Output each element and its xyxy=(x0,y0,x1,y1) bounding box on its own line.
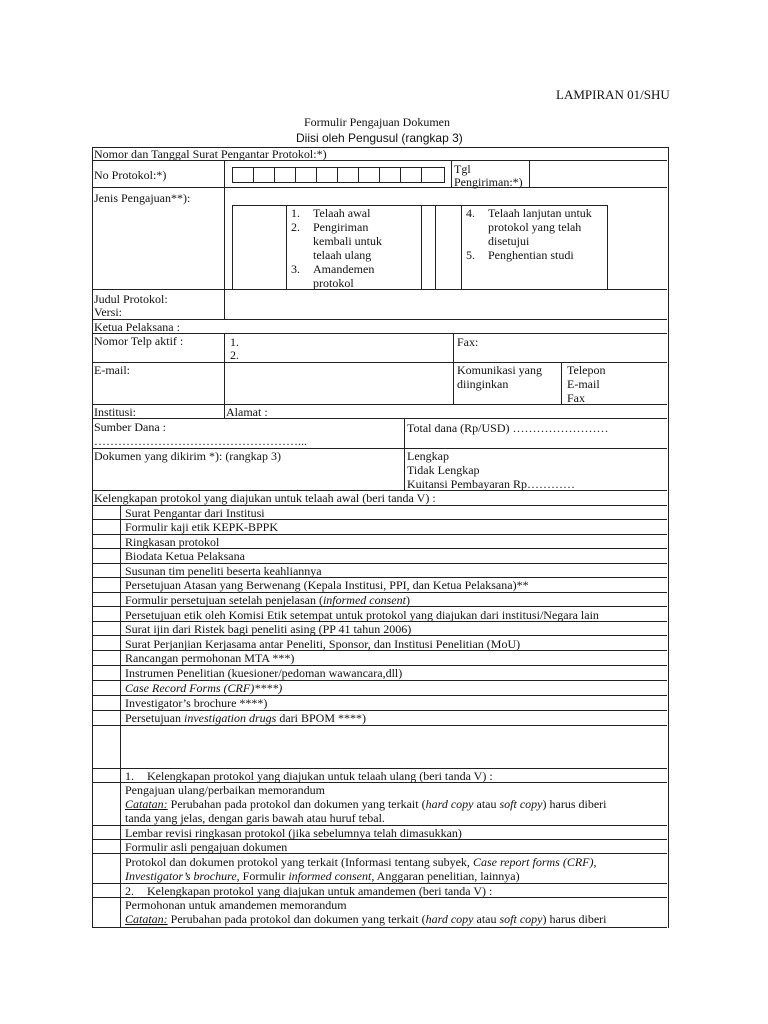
checklist-item[interactable]: Persetujuan Atasan yang Berwenang (Kepala Institusi, PPI, dan Ketua Pelaksana)** xyxy=(125,578,529,592)
form-subtitle: Diisi oleh Pengusul (rangkap 3) xyxy=(296,131,463,145)
telaah-ulang-item-1[interactable]: Pengajuan ulang/perbaikan memorandum xyxy=(125,783,325,797)
checklist-item[interactable]: Instrumen Penelitian (kuesioner/pedoman wawancara,dll) xyxy=(125,666,403,680)
nomor-tanggal-label: Nomor dan Tanggal Surat Pengantar Protokol:*) xyxy=(94,147,327,161)
amandemen-item-1[interactable]: Permohonan untuk amandemen memorandum xyxy=(125,898,347,912)
amandemen-heading: 2. Kelengkapan protokol yang diajukan untuk amandemen (beri tanda V) : xyxy=(125,884,493,898)
jenis-option-2[interactable]: 2. Pengiriman xyxy=(291,220,369,234)
checklist-item[interactable]: Persetujuan investigation drugs dari BPOM ****) xyxy=(125,711,367,725)
komunikasi-fax[interactable]: Fax xyxy=(567,391,585,405)
checklist-item[interactable]: Formulir kaji etik KEPK-BPPK xyxy=(125,520,279,534)
ketua-pelaksana-label: Ketua Pelaksana : xyxy=(94,320,180,334)
fax-label: Fax: xyxy=(457,335,479,349)
alamat-label: Alamat : xyxy=(226,405,268,419)
dokumen-dikirim-label: Dokumen yang dikirim *): (rangkap 3) xyxy=(94,449,281,463)
telp-label: Nomor Telp aktif : xyxy=(94,334,184,348)
dokumen-lengkap[interactable]: Lengkap xyxy=(407,449,449,463)
telp-2[interactable]: 2. xyxy=(230,348,239,362)
komunikasi-telepon[interactable]: Telepon xyxy=(567,363,606,377)
komunikasi-email[interactable]: E-mail xyxy=(567,377,600,391)
checklist-item[interactable]: Surat Pengantar dari Institusi xyxy=(125,506,265,520)
no-protokol-label: No Protokol:*) xyxy=(94,168,167,182)
jenis-option-5[interactable]: 5. Penghentian studi xyxy=(466,248,574,262)
jenis-pengajuan-label: Jenis Pengajuan**): xyxy=(94,191,191,205)
jenis-option-4-line-3: disetujui xyxy=(488,234,530,248)
sumber-dana-label: Sumber Dana : xyxy=(94,420,166,434)
sumber-dana-dots: ……………………………………………... xyxy=(94,434,307,448)
amandemen-item-1-note: Catatan: Perubahan pada protokol dan dokumen yang terkait (hard copy atau soft copy) harus diberi xyxy=(125,912,607,926)
checklist-item[interactable]: Surat ijin dari Ristek bagi peneliti asing (PP 41 tahun 2006) xyxy=(125,622,412,636)
email-label: E-mail: xyxy=(94,363,130,377)
jenis-option-2-line-3: telaah ulang xyxy=(313,248,372,262)
no-protokol-boxes[interactable] xyxy=(232,167,445,183)
dokumen-tidak-lengkap[interactable]: Tidak Lengkap xyxy=(407,463,480,477)
form-title: Formulir Pengajuan Dokumen xyxy=(304,115,450,129)
tgl-pengiriman-label-2: Pengiriman:*) xyxy=(454,175,523,189)
versi-label: Versi: xyxy=(94,305,122,319)
tgl-pengiriman-label: Tgl xyxy=(454,162,471,176)
checklist-item[interactable]: Case Record Forms (CRF)****) xyxy=(125,681,283,695)
checklist-item[interactable]: Biodata Ketua Pelaksana xyxy=(125,549,245,563)
telaah-ulang-item-3[interactable]: Formulir asli pengajuan dokumen xyxy=(125,840,288,854)
jenis-option-2-line-2: kembali untuk xyxy=(313,234,382,248)
judul-protokol-label: Judul Protokol: xyxy=(94,292,168,306)
komunikasi-label: Komunikasi yang xyxy=(457,363,542,377)
jenis-option-3[interactable]: 3. Amandemen xyxy=(291,262,375,276)
checklist-item[interactable]: Ringkasan protokol xyxy=(125,535,220,549)
jenis-option-3-line-2: protokol xyxy=(313,276,354,290)
kelengkapan-awal-heading: Kelengkapan protokol yang diajukan untuk telaah awal (beri tanda V) : xyxy=(94,491,436,505)
lampiran-label: LAMPIRAN 01/SHU xyxy=(556,87,670,102)
institusi-label: Institusi: xyxy=(94,405,137,419)
telaah-ulang-item-1-note-2: tanda yang jelas, dengan garis bawah atau huruf tebal. xyxy=(125,811,385,825)
dokumen-kuitansi[interactable]: Kuitansi Pembayaran Rp………… xyxy=(407,477,575,491)
telaah-ulang-heading: 1. Kelengkapan protokol yang diajukan untuk telaah ulang (beri tanda V) : xyxy=(125,769,493,783)
checklist-item[interactable]: Investigator’s brochure ****) xyxy=(125,696,268,710)
jenis-option-4[interactable]: 4. Telaah lanjutan untuk xyxy=(466,206,592,220)
checklist-item[interactable]: Formulir persetujuan setelah penjelasan (informed consent) xyxy=(125,593,410,607)
checklist-item[interactable]: Surat Perjanjian Kerjasama antar Peneliti, Sponsor, dan Institusi Penelitian (MoU) xyxy=(125,637,521,651)
telaah-ulang-item-4[interactable]: Protokol dan dokumen protokol yang terkait (Informasi tentang subyek, Case report forms (CRF), xyxy=(125,855,597,869)
checklist-item[interactable]: Susunan tim peneliti beserta keahliannya xyxy=(125,564,322,578)
komunikasi-label-2: diinginkan xyxy=(457,377,509,391)
jenis-option-4-line-2: protokol yang telah xyxy=(488,220,582,234)
telaah-ulang-item-1-note: Catatan: Perubahan pada protokol dan dokumen yang terkait (hard copy atau soft copy) harus diberi xyxy=(125,797,607,811)
checklist-item[interactable]: Rancangan permohonan MTA ***) xyxy=(125,651,295,665)
telp-1[interactable]: 1. xyxy=(230,335,239,349)
jenis-option-1[interactable]: 1. Telaah awal xyxy=(291,206,371,220)
telaah-ulang-item-2[interactable]: Lembar revisi ringkasan protokol (jika sebelumnya telah dimasukkan) xyxy=(125,826,462,840)
total-dana-label: Total dana (Rp/USD) …………………… xyxy=(407,421,609,435)
checklist-item[interactable]: Persetujuan etik oleh Komisi Etik setempat untuk protokol yang diajukan dari institusi/Negara lain xyxy=(125,608,599,622)
telaah-ulang-item-4-line-2: Investigator’s brochure, Formulir informed consent, Anggaran penelitian, lainnya) xyxy=(125,869,520,883)
